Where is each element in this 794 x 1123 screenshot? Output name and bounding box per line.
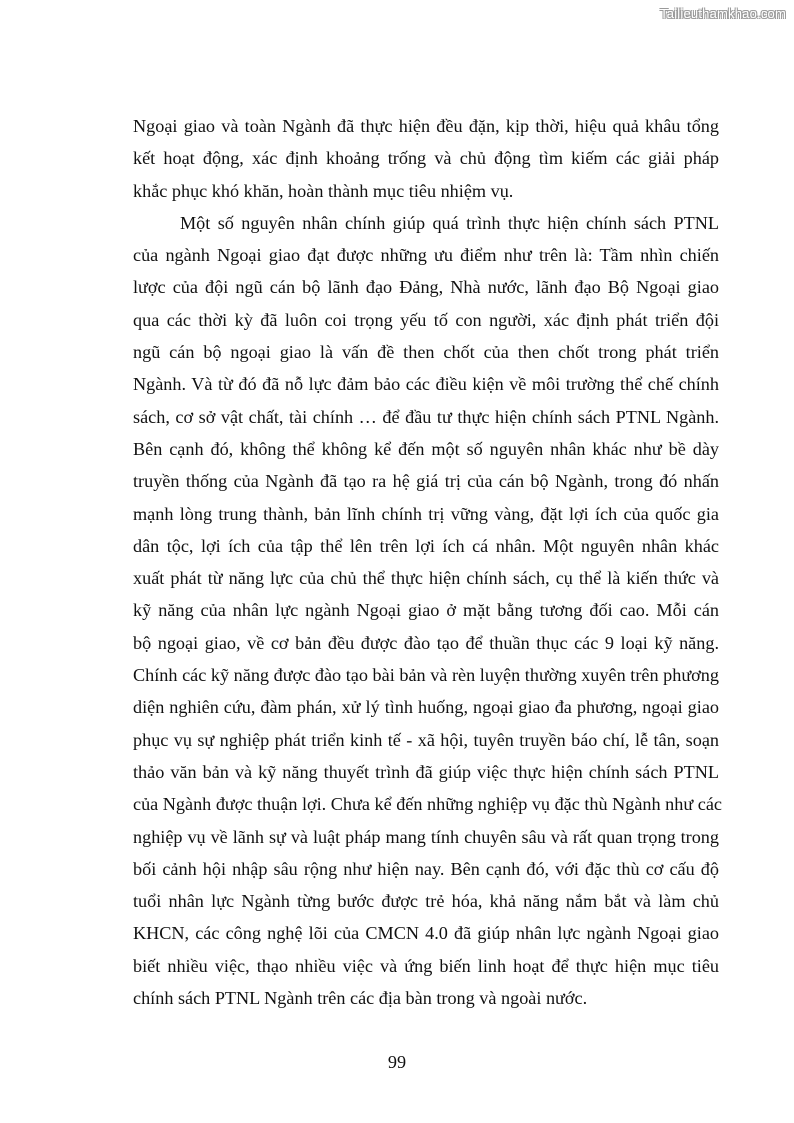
text-line: lược của đội ngũ cán bộ lãnh đạo Đảng, Nhà nước, lãnh đạo Bộ Ngoại giao [133,277,719,298]
paragraph-1 [133,110,719,207]
text-line: của ngành Ngoại giao đạt được những ưu điểm như trên là: Tầm nhìn chiến [133,245,719,266]
text-line: Bên cạnh đó, không thể không kể đến một số nguyên nhân khác như bề dày [133,438,719,459]
text-line: bộ ngoại giao, về cơ bản đều được đào tạo để thuần thục các 9 loại kỹ năng. [133,632,719,653]
text-line: Ngoại giao và toàn Ngành đã thực hiện đều đặn, kịp thời, hiệu quả khâu tổng [133,116,719,136]
text-line: mạnh lòng trung thành, bản lĩnh chính trị vững vàng, đặt lợi ích của quốc gia [133,503,719,524]
text-line: qua các thời kỳ đã luôn coi trọng yếu tố con người, xác định phát triển đội [133,309,719,330]
text-line: ngũ cán bộ ngoại giao là vấn đề then chốt của then chốt trong phát triển [133,342,719,363]
text-line: biết nhiều việc, thạo nhiều việc và ứng biến linh hoạt để thực hiện mục tiêu [133,955,719,976]
text-line: bối cảnh hội nhập sâu rộng như hiện nay. Bên cạnh đó, với đặc thù cơ cấu độ [133,858,719,879]
text-line: thảo văn bản và kỹ năng thuyết trình đã giúp việc thực hiện chính sách PTNL [133,761,719,782]
text-line: diện nghiên cứu, đàm phán, xử lý tình huống, ngoại giao đa phương, ngoại giao [133,697,719,718]
text-line: phục vụ sự nghiệp phát triển kinh tế - xã hội, tuyên truyền báo chí, lễ tân, soạn [133,729,719,750]
text-line: của Ngành được thuận lợi. Chưa kể đến những nghiệp vụ đặc thù Ngành như các [133,794,722,815]
text-line: sách, cơ sở vật chất, tài chính … để đầu tư thực hiện chính sách PTNL Ngành. [133,406,719,427]
text-line: Ngành. Và từ đó đã nỗ lực đảm bảo các điều kiện về môi trường thể chế chính [133,374,719,395]
document-body [133,110,722,1014]
watermark-text: Tailieuthamkhao.com [660,6,786,21]
page-number: 99 [387,1052,407,1072]
text-line: kết hoạt động, xác định khoảng trống và chủ động tìm kiếm các giải pháp [133,148,719,169]
text-line: xuất phát từ năng lực của chủ thể thực hiện chính sách, cụ thể là kiến thức và [133,568,719,589]
text-line: chính sách PTNL Ngành trên các địa bàn trong và ngoài nước. [133,988,588,1009]
paragraph-2 [133,207,722,1014]
text-line: KHCN, các công nghệ lõi của CMCN 4.0 đã giúp nhân lực ngành Ngoại giao [133,923,719,944]
text-line: Một số nguyên nhân chính giúp quá trình thực hiện chính sách PTNL [180,212,719,233]
text-line: Chính các kỹ năng được đào tạo bài bản và rèn luyện thường xuyên trên phương [133,665,719,686]
text-line: tuổi nhân lực Ngành từng bước được trẻ hóa, khả năng nắm bắt và làm chủ [133,891,719,912]
text-line: khắc phục khó khăn, hoàn thành mục tiêu nhiệm vụ. [133,180,514,201]
text-line: truyền thống của Ngành đã tạo ra hệ giá trị của cán bộ Ngành, trong đó nhấn [133,471,719,492]
text-line: dân tộc, lợi ích của tập thể lên trên lợi ích cá nhân. Một nguyên nhân khác [133,535,719,556]
text-line: kỹ năng của nhân lực ngành Ngoại giao ở mặt bằng tương đối cao. Mỗi cán [133,600,719,621]
text-line: nghiệp vụ về lãnh sự và luật pháp mang tính chuyên sâu và rất quan trọng trong [133,826,719,847]
